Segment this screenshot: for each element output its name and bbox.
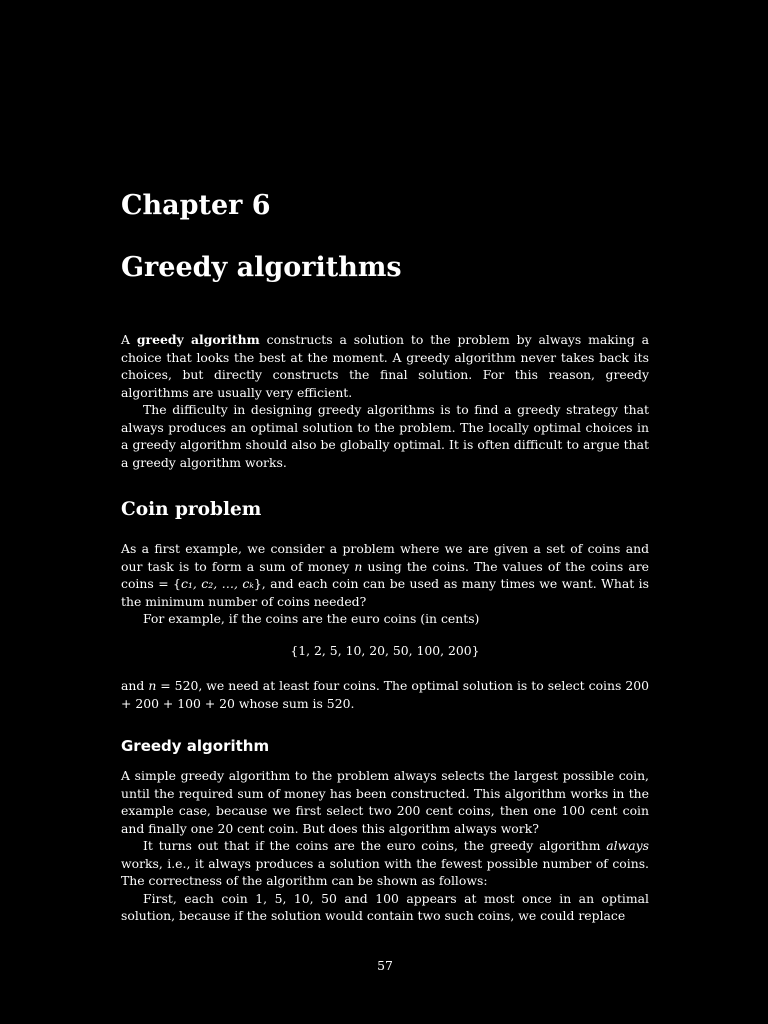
coin-paragraph-1: As a first example, we consider a problem where we are given a set of coins and our task is to form a sum of money n using the coins. The values of the coins are coins = {c₁, c₂, …, cₖ}, and each coin can be used as many times we want. What is the minimum number of coins needed? bbox=[121, 541, 650, 609]
coin-problem-text bbox=[121, 540, 649, 628]
coin-paragraph-2: For example, if the coins are the euro coins (in cents) bbox=[143, 611, 480, 626]
intro-paragraph-1: A greedy algorithm constructs a solution to the problem by always making a choice that looks the best at the moment. A greedy algorithm never takes back its choices, but directly constructs the final solution. For this reason, greedy algorithms are usually very efficient. bbox=[121, 332, 649, 400]
subsection-title-greedy-algorithm: Greedy algorithm bbox=[121, 737, 270, 755]
greedy-paragraph-1: A simple greedy algorithm to the problem always selects the largest possible coin, until the required sum of money has been constructed. This algorithm works in the example case, because we first select two 200 cent coins, then one 100 cent coin and finally one 20 cent coin. But does this algorithm always work? bbox=[121, 768, 649, 836]
page-number: 57 bbox=[377, 958, 393, 973]
coin-paragraph-3: and n = 520, we need at least four coins. The optimal solution is to select coins 200 + 200 + 100 + 20 whose sum is 520. bbox=[121, 678, 649, 711]
greedy-algorithm-text bbox=[121, 767, 649, 925]
intro-text bbox=[121, 331, 649, 471]
chapter-title: Greedy algorithms bbox=[121, 252, 402, 283]
section-title-coin-problem: Coin problem bbox=[121, 499, 262, 520]
intro-paragraph-2: The difficulty in designing greedy algorithms is to find a greedy strategy that always produces an optimal solution to the problem. The locally optimal choices in a greedy algorithm should also be globally optimal. It is often difficult to argue that a greedy algorithm works. bbox=[121, 402, 649, 470]
greedy-algorithm-term: greedy algorithm bbox=[136, 332, 260, 347]
chapter-label: Chapter 6 bbox=[121, 190, 271, 221]
greedy-paragraph-3: First, each coin 1, 5, 10, 50 and 100 appears at most once in an optimal solution, because if the solution would contain two such coins, we could replace bbox=[121, 890, 649, 923]
book-page bbox=[121, 0, 649, 1024]
euro-coins-set: {1, 2, 5, 10, 20, 50, 100, 200} bbox=[290, 643, 480, 658]
greedy-paragraph-2: It turns out that if the coins are the euro coins, the greedy algorithm always works, i.e., it always produces a solution with the fewest possible number of coins. The correctness of the algorithm can be shown as follows: bbox=[121, 838, 649, 888]
coin-problem-text-2 bbox=[121, 677, 649, 712]
